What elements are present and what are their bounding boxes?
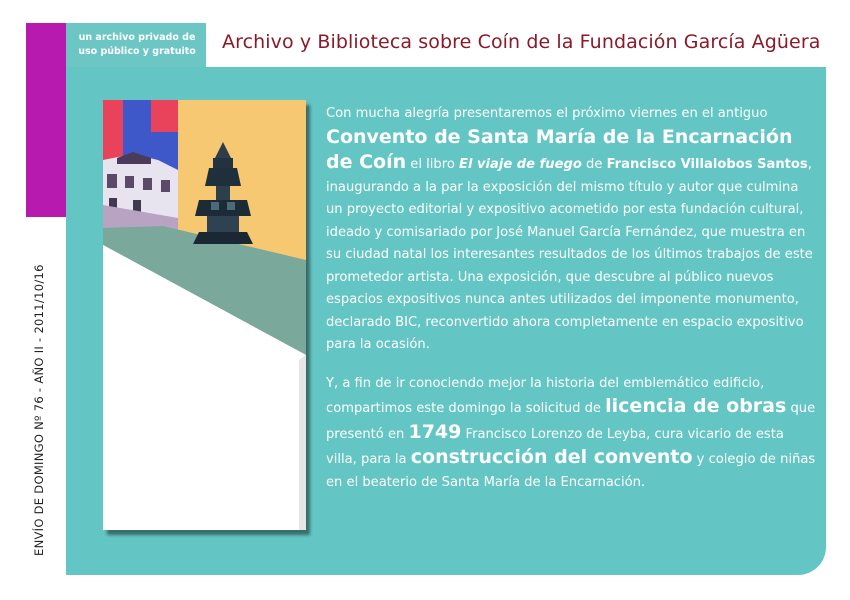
- text-run: de: [581, 157, 607, 172]
- book-title: El viaje de fuego: [459, 157, 582, 172]
- paragraph-intro: [326, 103, 818, 357]
- tagline-text: un archivo privado de uso público y gratuito: [66, 23, 206, 67]
- monstrance-icon: [103, 100, 306, 530]
- article-body: [326, 103, 818, 494]
- text-run: y colegio de niñas en el beaterio de Santa María de la Encarnación.: [326, 452, 816, 490]
- text-run: Y, a fin de ir conociendo mejor la historia del emblemático edificio, compartimos este domingo la solicitud de: [326, 375, 765, 416]
- paragraph-history: [326, 373, 818, 495]
- page-title: Archivo y Biblioteca sobre Coín de la Fundación García Agüera: [222, 31, 821, 53]
- text-run: Francisco Lorenzo de Leyba, cura vicario de esta villa, para la: [326, 426, 784, 467]
- text-run: el libro: [406, 157, 460, 172]
- text-run: que presentó en: [326, 401, 816, 442]
- highlight-construccion: construcción del convento: [410, 446, 693, 468]
- author-name: Francisco Villalobos Santos: [606, 157, 808, 172]
- issue-label: ENVÍO DE DOMINGO Nº 76 - AÑO II - 2011/10/16: [32, 264, 46, 556]
- text-run: , inaugurando a la par la exposición del mismo título y autor que culmina un proyecto editorial y expositivo acometido por esta fundación cultural, ideado y comisariado por José Manuel García Fernández, que muestra en su ciudad natal los interesantes resultados de los últimos trabajos de este prometedor artista. Una exposición, que descubre al público nuevos espacios expositivos nunca antes utilizados del imponente monumento, declarado BIC, reconvertido ahora completamente en espacio expositivo para la ocasión.: [326, 157, 813, 352]
- tagline-block: [26, 23, 206, 67]
- highlight-convento: Convento de Santa María de la Encarnación de Coín: [326, 125, 793, 173]
- highlight-licencia: licencia de obras: [605, 395, 787, 417]
- book-cover-illustration: [103, 100, 306, 530]
- text-run: Con mucha alegría presentaremos el próximo viernes en el antiguo: [326, 106, 768, 121]
- highlight-year: 1749: [408, 420, 462, 443]
